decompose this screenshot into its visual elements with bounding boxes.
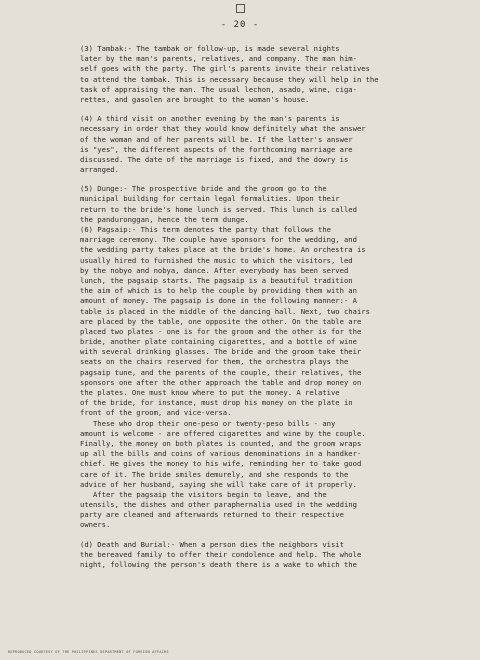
text-line: chief. He gives the money to his wife, reminding her to take good: [80, 459, 362, 469]
text-line: lunch, the pagsaip starts. The pagsaip is a beautiful tradition: [80, 275, 353, 285]
text-line: marriage ceremony. The couple have sponsors for the wedding, and: [80, 235, 357, 245]
text-line: seats on the chairs reserved for them, the orchestra plays the: [80, 357, 349, 367]
text-line: by the nobyo and nobya, dance. After everybody has been served: [80, 265, 349, 275]
text-line: are placed by the table, one opposite the other. On the table are: [80, 316, 362, 326]
paragraph-gap: [80, 531, 452, 540]
text-line: utensils, the dishes and other paraphernalia used in the wedding: [80, 500, 357, 510]
text-line: sponsors one after the other approach the table and drop money on: [80, 377, 362, 387]
text-line: owners.: [80, 520, 111, 530]
text-line: self goes with the party. The girl's parents invite their relatives: [80, 64, 370, 74]
paragraph-gap: [80, 175, 452, 184]
text-line: to attend the tambak. This is necessary because they will help in the: [80, 74, 379, 84]
text-line: is "yes", the different aspects of the forthcoming marriage are: [80, 144, 353, 154]
text-line: After the pagsaip the visitors begin to leave, and the: [80, 489, 327, 499]
text-line: task of appraising the man. The usual lechon, asado, wine, ciga-: [80, 84, 357, 94]
text-line: amount is welcome - are offered cigarettes and wine by the couple.: [80, 428, 366, 438]
text-line: party are cleaned and afterwards returned to their respective: [80, 510, 344, 520]
text-line: necessary in order that they would know definitely what the answer: [80, 124, 366, 134]
text-line: with several drinking glasses. The bride and the groom take their: [80, 347, 362, 357]
text-line: Finally, the money on both plates is counted, and the groom wraps: [80, 438, 362, 448]
text-line: advice of her husband, saying she will take care of it properly.: [80, 479, 357, 489]
text-line: pagsaip tune, and the parents of the couple, their relatives, the: [80, 367, 362, 377]
text-line: the wedding party takes place at the bride's home. An orchestra is: [80, 245, 366, 255]
paragraph: [80, 184, 452, 530]
text-line: of the woman and of her parents will be. If the latter's answer: [80, 134, 353, 144]
text-line: the panduronggan, hence the term dunge.: [80, 214, 249, 224]
text-line: table is placed in the middle of the dancing hall. Next, two chairs: [80, 306, 370, 316]
text-line: (4) A third visit on another evening by the man's parents is: [80, 114, 340, 124]
text-line: rettes, and gasolen are brought to the woman's house.: [80, 94, 310, 104]
text-line: later by the man's parents, relatives, and company. The man him-: [80, 54, 357, 64]
text-line: up all the bills and coins of various denominations in a handker-: [80, 449, 362, 459]
paragraph-gap: [80, 105, 452, 114]
text-line: the bereaved family to offer their condolence and help. The whole: [80, 549, 362, 559]
text-line: the plates. One must know where to put the money. A relative: [80, 388, 340, 397]
paragraph: [80, 114, 452, 175]
text-line: front of the groom, and vice-versa.: [80, 408, 232, 418]
text-line: discussed. The date of the marriage is fixed, and the dowry is: [80, 154, 349, 164]
text-line: (3) Tambak:- The tambak or follow-up, is made several nights: [80, 44, 340, 53]
page-number: - 20 -: [220, 20, 260, 30]
paragraph: [80, 540, 452, 571]
text-line: usually hired to furnished the music to which the visitors, led: [80, 255, 353, 265]
text-line: amount of money. The pagsaip is done in the following manner:- A: [80, 296, 357, 306]
text-line: bride, another plate containing cigarettes, and a bottle of wine: [80, 337, 357, 347]
text-line: These who drop their one-peso or twenty-peso bills - any: [80, 418, 336, 428]
text-line: placed two plates - one is for the groom and the other is for the: [80, 326, 362, 336]
text-line: night, following the person's death there is a wake to which the: [80, 560, 357, 569]
text-line: return to the bride's home lunch is served. This lunch is called: [80, 204, 357, 214]
text-line: of the bride, for instance, must drop his money on the plate in: [80, 398, 353, 408]
page-marker: [236, 4, 245, 13]
text-line: arranged.: [80, 165, 119, 175]
text-line: (d) Death and Burial:- When a person dies the neighbors visit: [80, 539, 344, 549]
text-line: care of it. The bride smiles demurely, and she responds to the: [80, 469, 349, 479]
text-line: (5) Dunge:- The prospective bride and the groom go to the: [80, 184, 327, 194]
text-line: municipal building for certain legal formalities. Upon their: [80, 194, 340, 204]
paragraph: [80, 44, 452, 105]
footer-text: REPRODUCED COURTESY OF THE PHILIPPINES DEPARTMENT OF FOREIGN AFFAIRS: [8, 650, 169, 654]
body-text: [80, 44, 452, 570]
text-line: (6) Pagsaip:- This term denotes the party that follows the: [80, 225, 331, 234]
text-line: the aim of which is to help the couple by providing them with an: [80, 286, 357, 296]
